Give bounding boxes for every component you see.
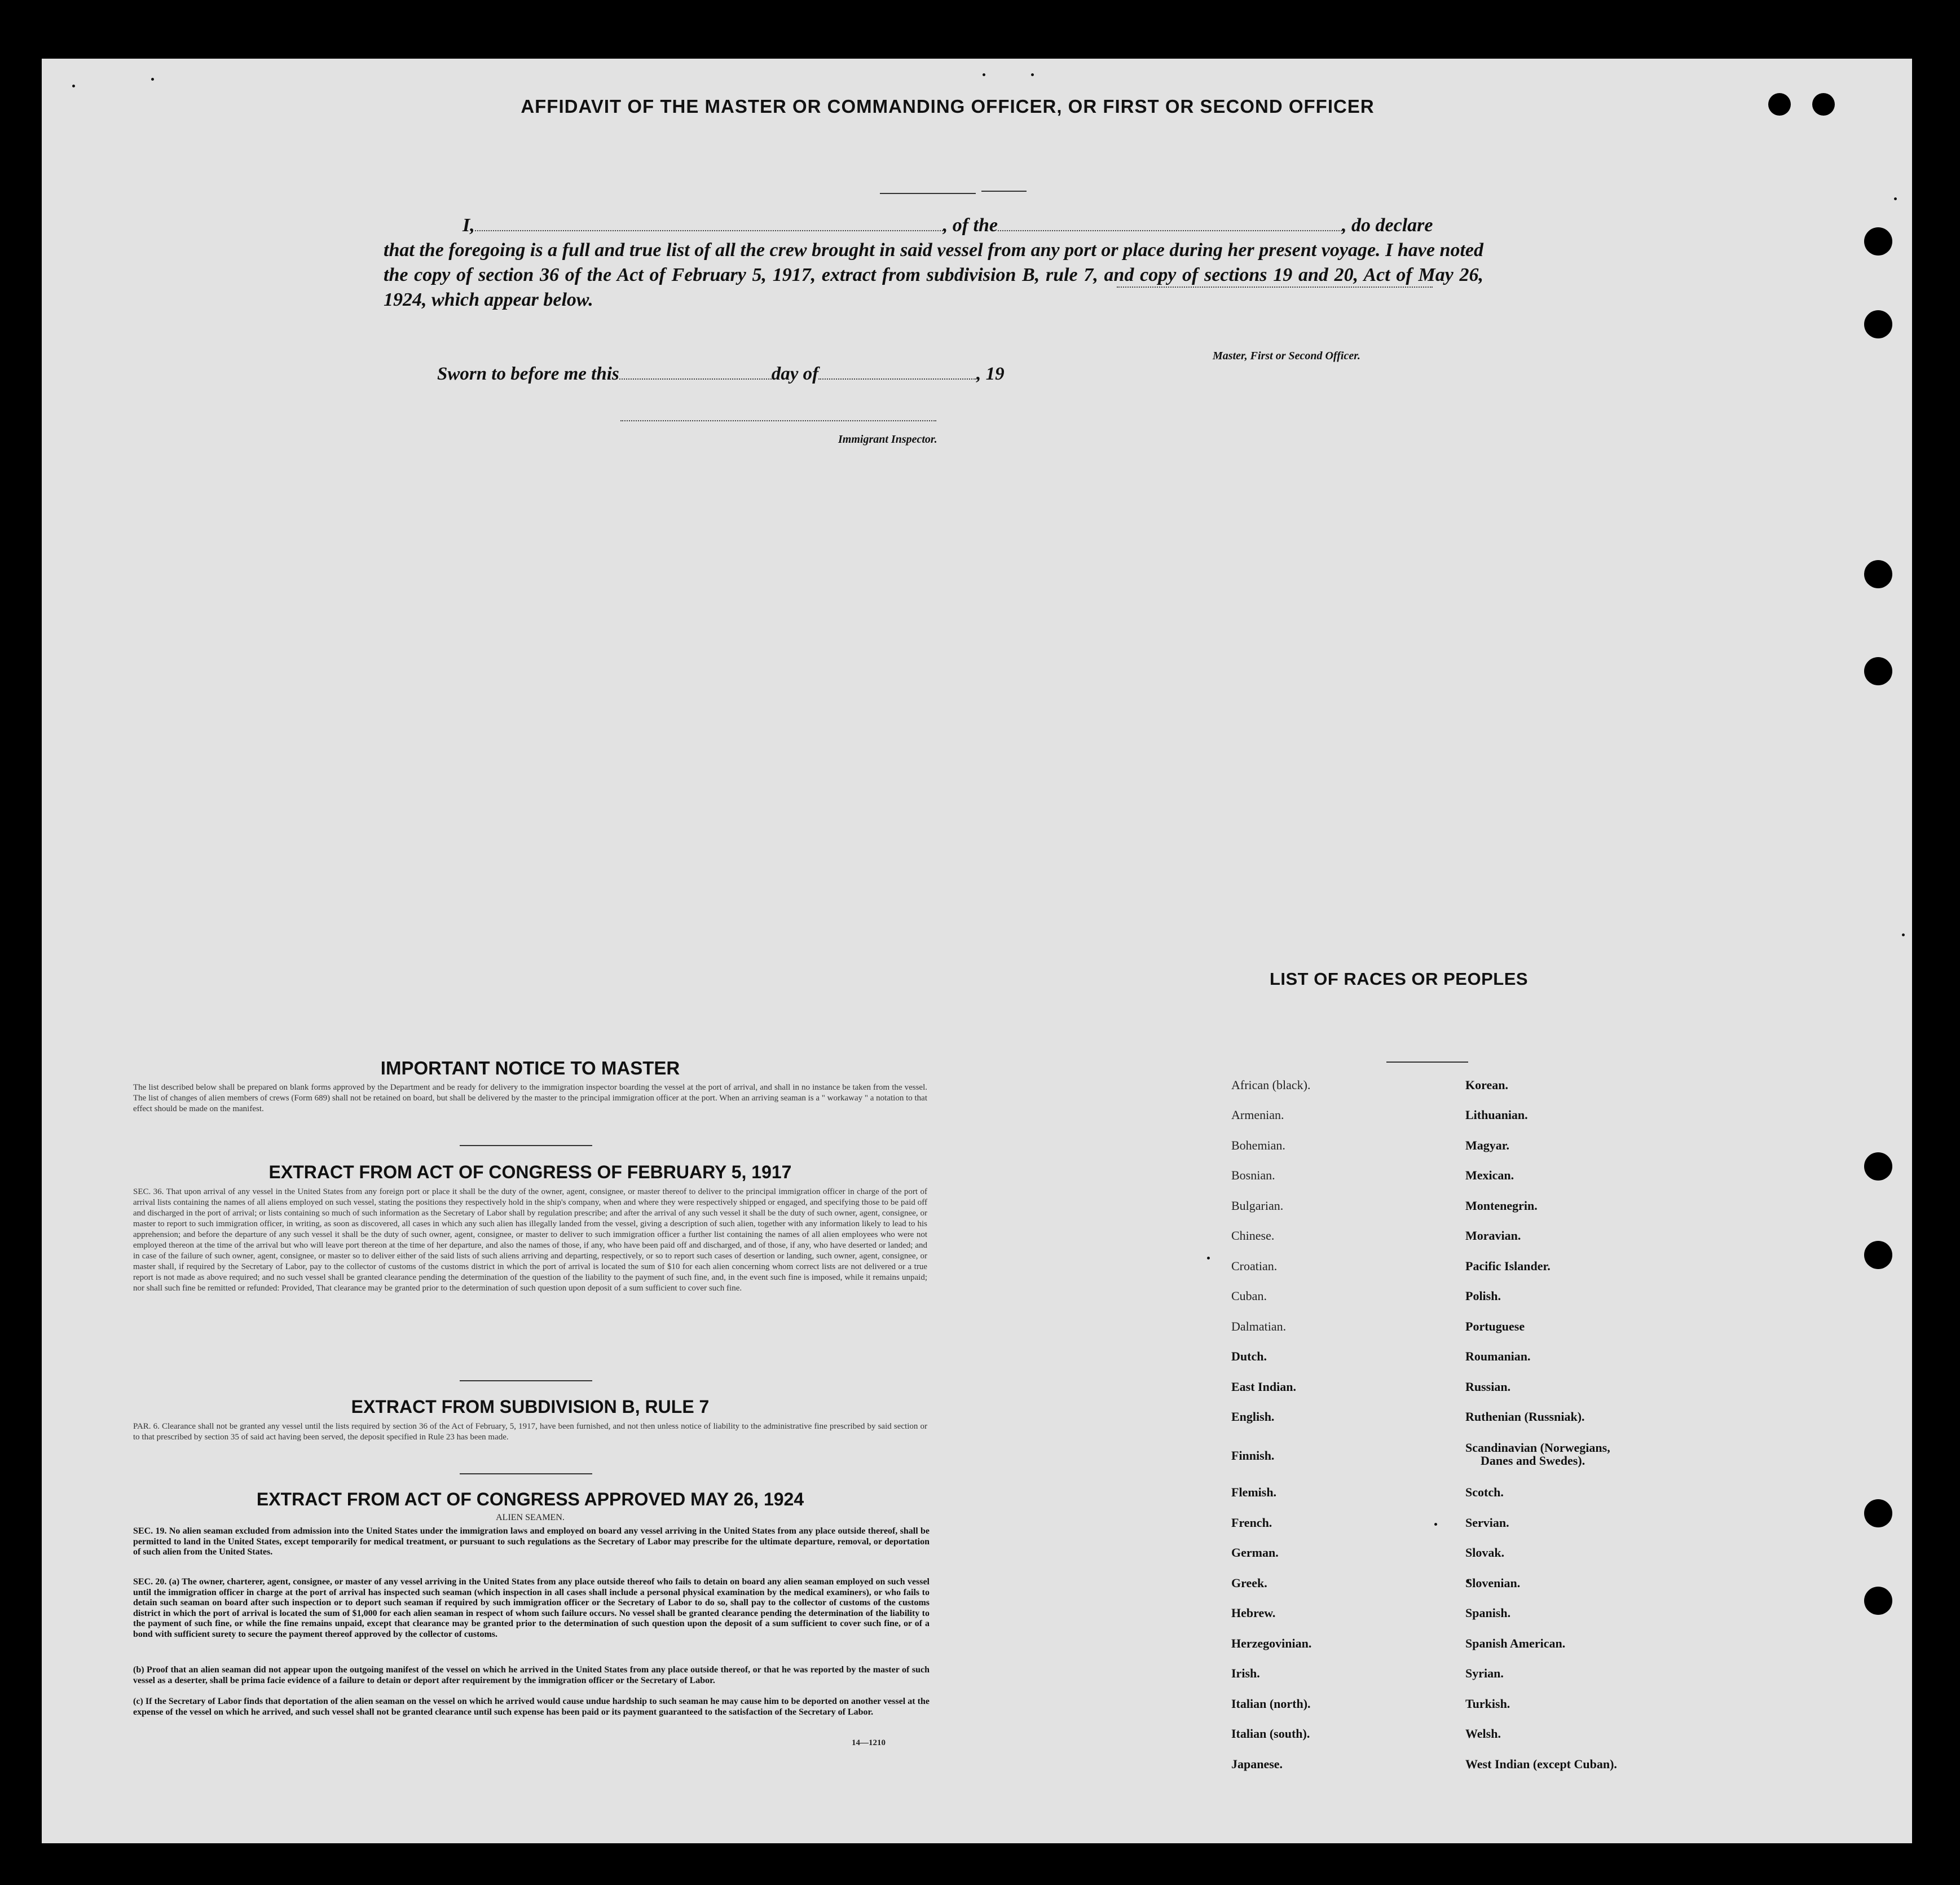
- sworn-text-c: , 19: [976, 364, 1005, 384]
- race-item: Spanish American.: [1465, 1636, 1566, 1650]
- race-item: Bohemian.: [1231, 1138, 1285, 1152]
- race-item: Armenian.: [1231, 1108, 1284, 1122]
- race-item: African (black).: [1231, 1078, 1311, 1092]
- extract-rule7-text: PAR. 6. Clearance shall not be granted any vessel until the lists required by section 36 of the Act of February, 5, 1917, have been furnished, and not then unless notice of liability to the administrative fine prescribed by said section or to that prescribed by section 35 of said act having been served, the deposit specified in Rule 23 has been made.: [133, 1422, 927, 1442]
- master-signature-caption: Master, First or Second Officer.: [1213, 350, 1360, 362]
- punch-hole: [1864, 657, 1892, 685]
- race-item: Dutch.: [1231, 1349, 1267, 1363]
- day-blank: [619, 378, 772, 380]
- race-item: Slovak.: [1465, 1545, 1505, 1560]
- notice-text: The list described below shall be prepared on blank forms approved by the Department and be ready for delivery to the immigration inspector boarding the vessel at the port of arrival, and shall in no instance be taken from the vessel. The list of changes of alien members of crews (Form 689) shall not be retained on board, but shall be delivered by the master to the principal immigration officer at the port. When an arriving seaman is a " workaway " a notation to that effect should be made on the manifest.: [133, 1083, 927, 1113]
- divider: [460, 1380, 592, 1381]
- declaration-body: that the foregoing is a full and true list of all the crew brought in said vessel from any port or place during her present voyage. I have noted the copy of section 36 of the Act of February 5, 1917, extract from subdivision B, rule 7, and copy of sections 19 and 20, Act of May 26, 1924, which appear below.: [384, 240, 1483, 310]
- divider: [460, 1145, 592, 1146]
- sworn-text-b: day of: [771, 364, 819, 384]
- month-blank: [818, 378, 976, 380]
- extract-1924-sec20a: SEC. 20. (a) The owner, charterer, agent, consignee, or master of any vessel arriving in the United States from any place outside thereof who fails to detain on board any alien seaman employed on such vessel until the immigration officer in charge at the port of arrival has inspected such seaman (which inspection in all cases shall include a personal physical examination by the medical examiners), or who fails to detain such seaman on board after such inspection or to deport such seaman if required by such immigration officer or the Secretary of Labor to do so, shall pay to the collector of customs of the customs district in which the port of arrival is located the sum of $1,000 for each alien seaman in respect of whom such failure occurs. No vessel shall be granted clearance pending the determination of the liability to the payment of such fine, or while the fine remains unpaid, except that clearance may be granted prior to the determination of such question upon the deposit of a sum sufficient to cover such fine, or of a bond with sufficient surety to secure the payment thereof approved by the collector of customs.: [133, 1577, 930, 1639]
- form-page: [42, 59, 1912, 1843]
- race-item: Cuban.: [1231, 1289, 1267, 1303]
- race-item: Hebrew.: [1231, 1606, 1276, 1620]
- race-item: Mexican.: [1465, 1168, 1514, 1182]
- race-item: Croatian.: [1231, 1259, 1278, 1273]
- race-item: Slovenian.: [1465, 1576, 1521, 1590]
- race-item: Irish.: [1231, 1666, 1260, 1680]
- decl-do-declare: , do declare: [1342, 215, 1433, 236]
- race-item: Portuguese: [1465, 1319, 1525, 1333]
- race-item: Italian (north).: [1231, 1697, 1311, 1711]
- race-item: Scandinavian (Norwegians,: [1465, 1441, 1610, 1455]
- punch-hole: [1768, 93, 1791, 116]
- divider: [460, 1473, 592, 1474]
- race-item: Turkish.: [1465, 1697, 1510, 1711]
- race-item: Finnish.: [1231, 1448, 1275, 1463]
- extract-1924-sec20c: (c) If the Secretary of Labor finds that deportation of the alien seaman on the vessel on which he arrived would cause undue hardship to such seaman he may cause him to be deported on another vessel at the expense of the vessel on which he arrived, and such vessel shall not be granted clearance until such expense has been paid or its payment guaranteed to the satisfaction of the Secretary of Labor.: [133, 1697, 930, 1717]
- extract-1917-title: EXTRACT FROM ACT OF CONGRESS OF FEBRUARY 5, 1917: [268, 1162, 792, 1182]
- race-item: Korean.: [1465, 1078, 1508, 1092]
- punch-hole: [1812, 93, 1835, 116]
- race-item: Chinese.: [1231, 1228, 1275, 1243]
- vessel-blank: [998, 230, 1342, 231]
- race-item: Roumanian.: [1465, 1349, 1531, 1363]
- notice-title: IMPORTANT NOTICE TO MASTER: [380, 1058, 680, 1078]
- speck: [1434, 1523, 1437, 1526]
- extract-1924-title: EXTRACT FROM ACT OF CONGRESS APPROVED MAY 26, 1924: [256, 1489, 804, 1509]
- races-title: LIST OF RACES OR PEOPLES: [1269, 969, 1529, 989]
- race-item: West Indian (except Cuban).: [1465, 1757, 1617, 1771]
- sworn-line: [437, 364, 1005, 385]
- punch-hole: [1864, 310, 1892, 338]
- decl-i: I,: [463, 215, 475, 236]
- race-item: Moravian.: [1465, 1228, 1521, 1243]
- divider: [981, 191, 1027, 192]
- declaration-line-1: [384, 213, 1483, 238]
- master-signature-line: [1117, 287, 1433, 288]
- race-item: Italian (south).: [1231, 1727, 1310, 1741]
- affidavit-title: AFFIDAVIT OF THE MASTER OR COMMANDING OFFICER, OR FIRST OR SECOND OFFICER: [521, 96, 1375, 117]
- race-item: Scotch.: [1465, 1485, 1504, 1499]
- race-item: Bulgarian.: [1231, 1199, 1284, 1213]
- speck: [1031, 73, 1034, 76]
- race-item: German.: [1231, 1545, 1279, 1560]
- race-item: Servian.: [1465, 1516, 1509, 1530]
- extract-rule7-title: EXTRACT FROM SUBDIVISION B, RULE 7: [351, 1397, 710, 1417]
- punch-hole: [1864, 560, 1892, 588]
- race-item: Flemish.: [1231, 1485, 1277, 1499]
- race-item: Dalmatian.: [1231, 1319, 1287, 1333]
- race-item: East Indian.: [1231, 1380, 1296, 1394]
- speck: [1902, 933, 1905, 936]
- race-item: Bosnian.: [1231, 1168, 1275, 1182]
- race-item: Ruthenian (Russniak).: [1465, 1410, 1585, 1424]
- punch-hole: [1864, 1241, 1892, 1269]
- race-item: Herzegovinian.: [1231, 1636, 1312, 1650]
- race-item: Lithuanian.: [1465, 1108, 1528, 1122]
- race-item: English.: [1231, 1410, 1275, 1424]
- extract-1924-sec20b: (b) Proof that an alien seaman did not appear upon the outgoing manifest of the vessel on which he arrived in the United States from any place outside thereof, or that he was reported by the master of such vessel as a deserter, shall be prima facie evidence of a failure to detain or deport after requirement by the immigration officer or the Secretary of Labor.: [133, 1665, 930, 1685]
- divider: [880, 193, 976, 194]
- race-item: French.: [1231, 1516, 1272, 1530]
- speck: [151, 78, 154, 81]
- extract-1924-sec19: SEC. 19. No alien seaman excluded from admission into the United States under the immigration laws and employed on board any vessel arriving in the United States from any place outside thereof, shall be permitted to land in the United States, except temporarily for medical treatment, or pursuant to such regulations as the Secretary of Labor may prescribe for the ultimate departure, removal, or deportation of such alien from the United States.: [133, 1526, 930, 1557]
- speck: [1207, 1257, 1210, 1259]
- race-item: Spanish.: [1465, 1606, 1511, 1620]
- punch-hole: [1864, 1587, 1892, 1615]
- name-blank: [475, 230, 943, 231]
- race-item: Magyar.: [1465, 1138, 1510, 1152]
- inspector-signature-line: [620, 420, 936, 421]
- decl-of-the: , of the: [942, 215, 998, 236]
- race-item: Pacific Islander.: [1465, 1259, 1551, 1273]
- race-item: Montenegrin.: [1465, 1199, 1538, 1213]
- sworn-text-a: Sworn to before me this: [437, 364, 619, 384]
- race-item: Welsh.: [1465, 1727, 1501, 1741]
- punch-hole: [1864, 1152, 1892, 1181]
- divider: [1386, 1062, 1468, 1063]
- extract-1917-text: SEC. 36. That upon arrival of any vessel in the United States from any foreign port or place it shall be the duty of the owner, agent, consignee, or master thereof to deliver to the principal immigration officer in charge of the port of arrival lists containing the names of all aliens employed on such vessel, stating the positions they respectively hold in the ship's company, when and where they were respectively shipped or engaged, and specifying those to be paid off and discharged in the port of arrival; or lists containing so much of such information as the Secretary of Labor shall by regulation prescribe; and after the arrival of any such vessel it shall be the duty of such owner, agent, consignee, or master to report to such immigration officer, in writing, as soon as discovered, all cases in which any such alien has illegally landed from the vessel, giving a description of such alien, together with any information likely to lead to his apprehension; and before the departure of any such vessel it shall be the duty of such owner, agent, consignee, or master to deliver to such immigration officer a further list containing the names of all alien employees who were not employed thereon at the time of the arrival but who will leave port thereon at the time of her departure, and also the names of those, if any, who have been paid off and discharged, and of those, if any, who have deserted or landed; and in case of the failure of such owner, agent, consignee, or master so to deliver either of the said lists of such aliens arriving and departing, respectively, or so to report such cases of desertion or landing, such owner, agent, consignee, or master shall, if required by the Secretary of Labor, pay to the collector of customs of the customs district in which the port of arrival is located the sum of $10 for each alien concerning whom correct lists are not delivered or a true report is not made as above required; and no such vessel shall be granted clearance pending the determination of the question of the liability to the payment of such fine, and, in the event such fine is imposed, while it remains unpaid; nor shall such fine be remitted or refunded: Provided, That clearance may be granted prior to the determination of such question upon deposit of a sum sufficient to cover such fine.: [133, 1187, 927, 1293]
- speck: [983, 73, 985, 76]
- race-item: Russian.: [1465, 1380, 1511, 1394]
- extract-1924-subtitle: ALIEN SEAMEN.: [496, 1513, 565, 1522]
- speck: [72, 85, 75, 87]
- punch-hole: [1864, 227, 1892, 256]
- speck: [1894, 197, 1897, 200]
- race-item: Syrian.: [1465, 1666, 1504, 1680]
- race-item: Greek.: [1231, 1576, 1267, 1590]
- inspector-caption: Immigrant Inspector.: [838, 433, 937, 446]
- form-number: 14—1210: [852, 1738, 886, 1747]
- race-item: Japanese.: [1231, 1757, 1283, 1771]
- race-item: Polish.: [1465, 1289, 1501, 1303]
- declaration-text: [384, 213, 1483, 312]
- punch-hole: [1864, 1499, 1892, 1527]
- race-item-continued: Danes and Swedes).: [1481, 1454, 1585, 1468]
